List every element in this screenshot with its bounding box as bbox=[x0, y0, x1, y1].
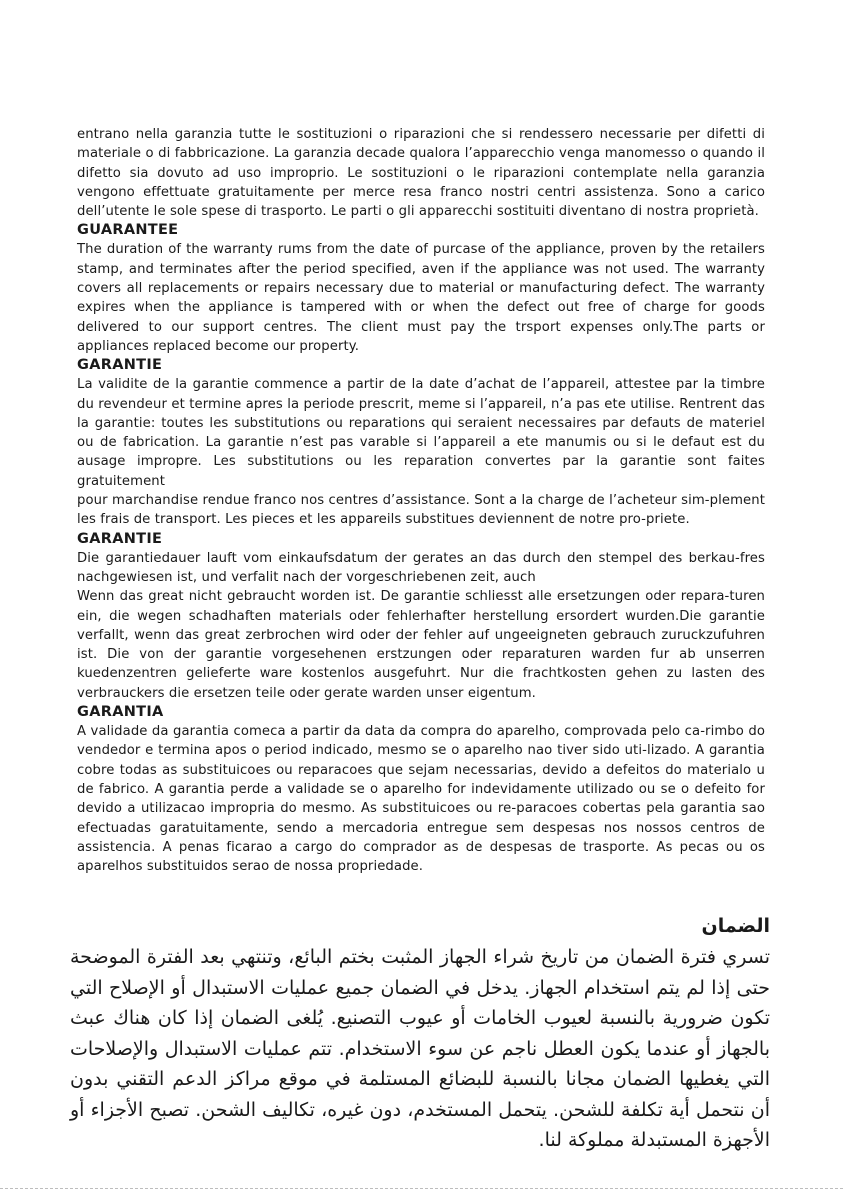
english-heading: GUARANTEE bbox=[77, 222, 179, 239]
german-heading: GARANTIE bbox=[77, 530, 163, 547]
page-bottom-divider bbox=[0, 1188, 843, 1189]
french-warranty-text-1: La validite de la garantie commence a partir de la date d’achat de l’appareil, attestee par la timbre du revendeur et termine apres la periode prescrit, meme si l’appareil, n’a pas ete utilise. Rentrent das la garantie: toutes les substitutions ou reparations qui seraient necessaires par defauts de materiel ou de fabrication. La garantie n’est pas varable si l’appareil a ete manumis ou si le defaut est du ausage impropre. Les substitutions ou les reparation convertes par la garantie sont faites gratuitement bbox=[77, 377, 765, 489]
arabic-heading: الضمان bbox=[701, 915, 770, 937]
arabic-warranty-section bbox=[70, 912, 770, 1156]
german-warranty-text-2: Wenn das great nicht gebraucht worden ist. De garantie schliesst alle ersetzungen oder repara-turen ein, die wegen schadhaften materials oder fehlerhafter herstellung ersordert wurden.Die garantie verfallt, wenn das great zerbrochen wird oder der fehler auf ungeeigneten gebrauch zuruckzufuhren ist. Die von der garantie vorgesehenen erstzungen oder reparaturen warden fur ab unserren kuedenzentren gelieferte ware kostenlos ausgefuhrt. Nur die frachtkosten gehen zu lasten des verbrauckers die ersetzen teile oder gerate warden unser eigentum. bbox=[77, 589, 765, 701]
portuguese-warranty-text: A validade da garantia comeca a partir da data da compra do aparelho, comprovada pelo ca-rimbo do vendedor e termina apos o period indicado, mesmo se o aparelho nao tiver sido uti-lizado. A garantia cobre todas as substituicoes ou reparacoes que sejam necessarias, devido a defeitos do materialo u de fabrico. A garantia perde a validade se o aparelho for indevidamente utilizado ou se o defeito for devido a utilizacao impropria do mesmo. As substituicoes ou re-paracoes cobertas pela garantia sao efectuadas garatuitamente, sendo a mercadoria entregue sem despesas nos nossos centros de assistencia. A penas ficarao a cargo do comprador as de despesas de trasporte. As pecas ou os aparelhos substituidos serao de nossa propriedade. bbox=[77, 724, 765, 875]
french-heading: GARANTIE bbox=[77, 357, 163, 374]
portuguese-heading: GARANTIA bbox=[77, 704, 164, 721]
french-warranty-text-2: pour marchandise rendue franco nos centres d’assistance. Sont a la charge de l’acheteur sim-plement les frais de transport. Les pieces et les appareils substitues deviennent de notre pro-priete. bbox=[77, 493, 765, 528]
italian-warranty-text: entrano nella garanzia tutte le sostituzioni o riparazioni che si rendessero necessarie per difetti di materiale o di fabbricazione. La garanzia decade qualora l’apparecchio venga manomesso o quando il difetto sia dovuto ad uso improprio. Le sostituzioni o le riparazioni contemplate nella garanzia vengono effettuate gratuitamente per merce resa franco nostri centri assistenza. Sono a carico dell’utente le sole spese di trasporto. Le parti o gli apparecchi sostituiti diventano di nostra proprietà. bbox=[77, 127, 765, 220]
arabic-warranty-text: تسري فترة الضمان من تاريخ شراء الجهاز المثبت بختم البائع، وتنتهي بعد الفترة الموضحة حتى إذا لم يتم استخدام الجهاز. يدخل في الضمان جميع عمليات الاستبدال أو الإصلاح التي تكون ضرورية بالنسبة لعيوب الخامات أو عيوب التصنيع. يُلغى الضمان إذا كان هناك عبث بالجهاز أو عندما يكون العطل ناجم عن سوء الاستخدام. تتم عمليات الاستبدال والإصلاحات التي يغطيها الضمان مجانا بالنسبة للبضائع المستلمة في موقع مراكز الدعم التقني بدون أن نتحمل أية تكلفة للشحن. يتحمل المستخدم، دون غيره، تكاليف الشحن. تصبح الأجزاء أو الأجهزة المستبدلة مملوكة لنا. bbox=[70, 946, 770, 1151]
warranty-text-column bbox=[77, 125, 765, 876]
german-warranty-text-1: Die garantiedauer lauft vom einkaufsdatum der gerates an das durch den stempel des berkau-fres nachgewiesen ist, und verfalit nach der vorgeschriebenen zeit, auch bbox=[77, 550, 765, 585]
english-warranty-text: The duration of the warranty rums from the date of purcase of the appliance, proven by the retailers stamp, and terminates after the period specified, aven if the appliance was not used. The warranty covers all replacements or repairs necessary due to material or manufacturing defect. The warranty expires when the appliance is tampered with or when the defect out free of charge for goods delivered to our support centres. The client must pay the trsport expenses only.The parts or appliances replaced become our property. bbox=[77, 242, 765, 354]
